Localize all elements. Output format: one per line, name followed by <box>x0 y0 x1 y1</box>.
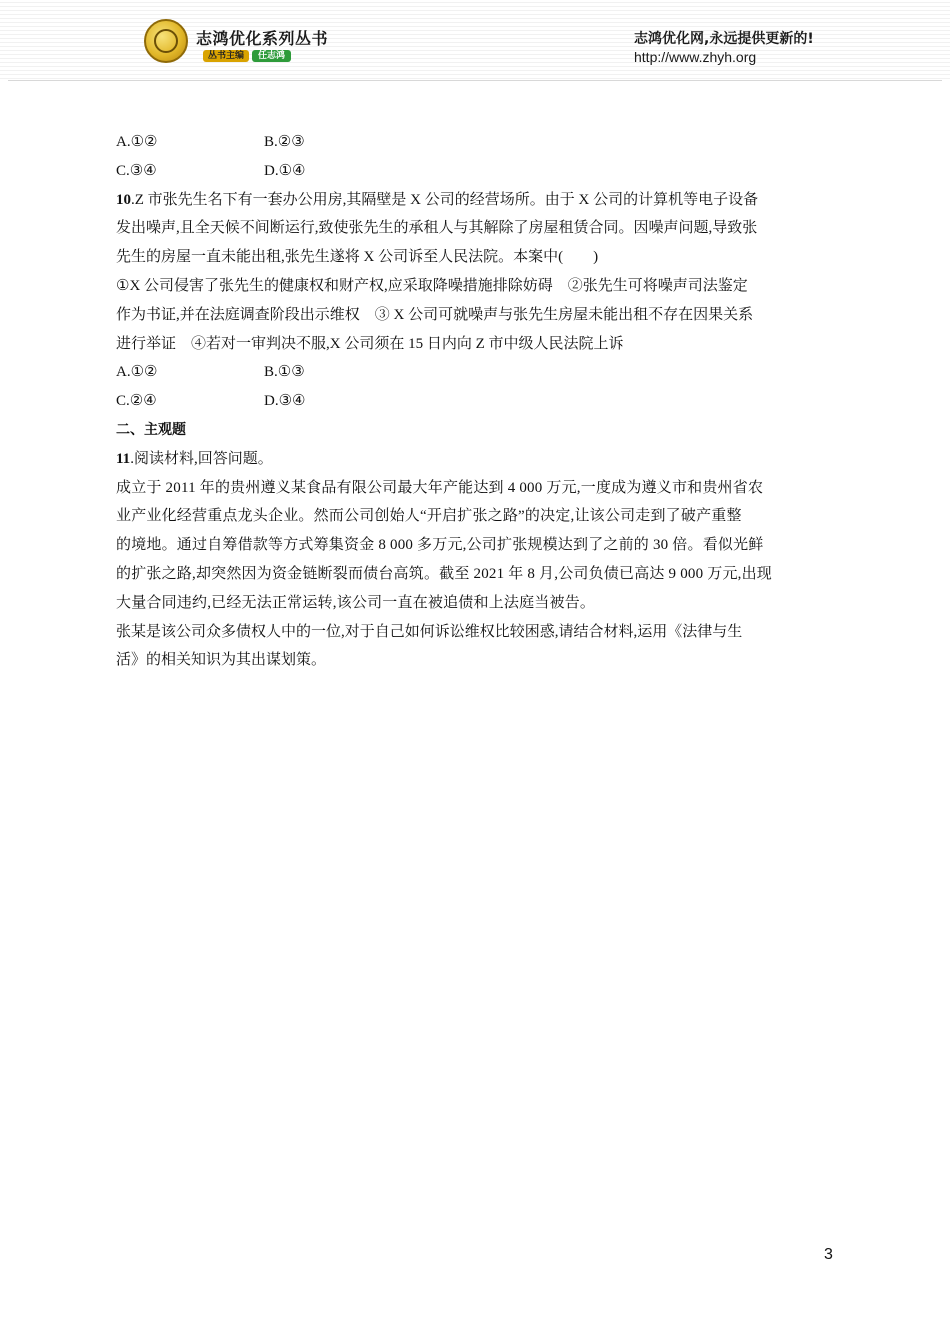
q10-statement-line: 进行举证 ④若对一审判决不服,X 公司须在 15 日内向 Z 市中级人民法院上诉 <box>116 335 624 352</box>
q11-material-line: 的境地。通过自筹借款等方式筹集资金 8 000 多万元,公司扩张规模达到了之前的 30 倍。看似光鲜 <box>116 537 764 554</box>
q10-statement-line: 作为书证,并在法庭调查阶段出示维权 ③ X 公司可就噪声与张先生房屋未能出租不存在因果关系 <box>116 306 754 323</box>
q10-stem-line: 先生的房屋一直未能出租,张先生遂将 X 公司诉至人民法院。本案中( ) <box>116 249 599 266</box>
q10-options-row-2 <box>116 387 834 416</box>
page-number: 3 <box>824 1246 833 1263</box>
q11-material-line: 业产业化经营重点龙头企业。然而公司创始人“开启扩张之路”的决定,让该公司走到了破产重整 <box>116 508 742 525</box>
q10-statement-line: ①X 公司侵害了张先生的健康权和财产权,应采取降噪措施排除妨碍 ②张先生可将噪声司法鉴定 <box>116 277 748 294</box>
q11-question-line: 活》的相关知识为其出谋划策。 <box>116 652 327 669</box>
q10-number: 10 <box>116 191 131 208</box>
header-divider <box>8 80 942 81</box>
q10-stem-line <box>116 186 834 215</box>
editor-label: 丛书主编 <box>203 50 249 62</box>
editor-name: 任志鸿 <box>252 50 291 62</box>
q9-option-b: B.②③ <box>264 134 305 150</box>
q11-prompt-text: .阅读材料,回答问题。 <box>130 450 273 467</box>
series-title: 志鸿优化系列丛书 <box>196 29 329 48</box>
editor-credit <box>203 48 291 61</box>
q11-material-line: 成立于 2011 年的贵州遵义某食品有限公司最大年产能达到 4 000 万元,一度成为遵义市和贵州省农 <box>116 479 764 496</box>
page-header <box>0 0 950 82</box>
q9-options-row-1 <box>116 128 834 157</box>
q10-stem-line: 发出噪声,且全天候不间断运行,致使张先生的承租人与其解除了房屋租赁合同。因噪声问题,导致张 <box>116 220 758 237</box>
q10-stem-text: .Z 市张先生名下有一套办公用房,其隔壁是 X 公司的经营场所。由于 X 公司的计算机等电子设备 <box>131 191 759 208</box>
site-slogan: 志鸿优化网,永远提供更新的! <box>634 31 814 47</box>
q10-option-c: C.②④ <box>116 393 157 410</box>
q11-number: 11 <box>116 450 131 467</box>
section-title: 二、主观题 <box>116 421 186 438</box>
q10-option-d: D.③④ <box>264 393 306 410</box>
q9-option-d: D.①④ <box>264 162 306 179</box>
q11-prompt-line <box>116 445 834 474</box>
q11-material-line: 大量合同违约,已经无法正常运转,该公司一直在被追债和上法庭当被告。 <box>116 594 596 611</box>
page-content <box>116 128 834 675</box>
q9-option-c: C.③④ <box>116 162 157 179</box>
q11-question-line: 张某是该公司众多债权人中的一位,对于自己如何诉讼维权比较困惑,请结合材料,运用《法律与生 <box>116 623 743 640</box>
q9-options-row-2 <box>116 157 834 186</box>
q10-option-b: B.①③ <box>264 364 305 381</box>
site-url: http://www.zhyh.org <box>634 49 757 65</box>
q10-option-a: A.①② <box>116 364 158 381</box>
q9-option-a: A.①② <box>116 134 158 150</box>
logo-seal-icon <box>144 19 188 63</box>
q11-material-line: 的扩张之路,却突然因为资金链断裂而债台高筑。截至 2021 年 8 月,公司负债已高达 9 000 万元,出现 <box>116 565 773 582</box>
q10-options-row-1 <box>116 358 834 387</box>
